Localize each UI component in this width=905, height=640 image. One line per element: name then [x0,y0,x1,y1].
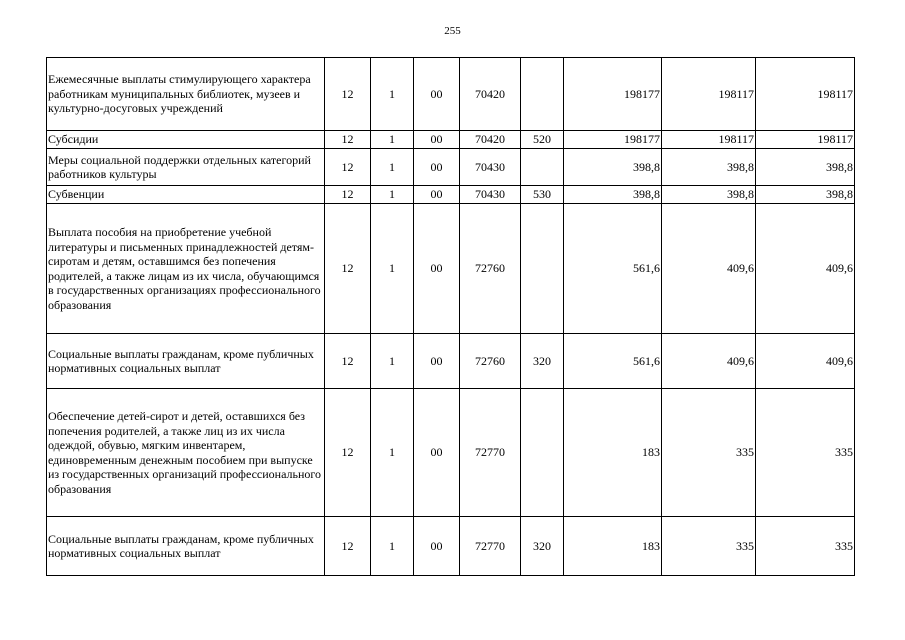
value-2: 398,8 [662,186,756,204]
value-3: 335 [756,389,855,517]
value-1: 183 [564,389,662,517]
value-2: 335 [662,389,756,517]
table-row [47,186,855,204]
value-3: 398,8 [756,186,855,204]
value-3: 198117 [756,131,855,149]
code-section: 12 [325,389,371,517]
code-expense-type: 320 [521,334,564,389]
code-subsection: 1 [371,186,414,204]
code-item: 70430 [460,186,521,204]
value-2: 335 [662,517,756,576]
code-expense-type: 530 [521,186,564,204]
code-subsection: 1 [371,58,414,131]
code-program: 00 [414,186,460,204]
table-row [47,389,855,517]
code-item: 72770 [460,389,521,517]
code-expense-type: 320 [521,517,564,576]
value-2: 198117 [662,131,756,149]
row-name: Субсидии [47,131,325,149]
value-2: 398,8 [662,149,756,186]
code-expense-type [521,204,564,334]
code-expense-type [521,389,564,517]
code-item: 72760 [460,204,521,334]
value-1: 198177 [564,58,662,131]
code-subsection: 1 [371,131,414,149]
row-name: Субвенции [47,186,325,204]
value-1: 561,6 [564,204,662,334]
code-subsection: 1 [371,149,414,186]
table-row [47,131,855,149]
code-program: 00 [414,334,460,389]
budget-table [46,57,855,576]
code-expense-type [521,58,564,131]
code-item: 72760 [460,334,521,389]
code-program: 00 [414,58,460,131]
value-3: 198117 [756,58,855,131]
code-subsection: 1 [371,517,414,576]
row-name: Ежемесячные выплаты стимулирующего характера работникам муниципальных библиотек, музеев и культурно-досуговых учреждений [47,58,325,131]
value-2: 198117 [662,58,756,131]
code-program: 00 [414,204,460,334]
row-name: Социальные выплаты гражданам, кроме публичных нормативных социальных выплат [47,334,325,389]
code-item: 70420 [460,131,521,149]
code-section: 12 [325,186,371,204]
code-item: 72770 [460,517,521,576]
value-2: 409,6 [662,204,756,334]
code-section: 12 [325,58,371,131]
row-name: Выплата пособия на приобретение учебной литературы и письменных принадлежностей детям-сиротам и детям, оставшимся без попечения родителей, а также лицам из их числа, обучающимся в государственных организациях профессионального образования [47,204,325,334]
code-section: 12 [325,204,371,334]
code-item: 70430 [460,149,521,186]
value-1: 561,6 [564,334,662,389]
value-1: 398,8 [564,149,662,186]
value-2: 409,6 [662,334,756,389]
code-section: 12 [325,334,371,389]
value-1: 183 [564,517,662,576]
value-1: 198177 [564,131,662,149]
code-subsection: 1 [371,389,414,517]
row-name: Обеспечение детей-сирот и детей, оставшихся без попечения родителей, а также лиц из их числа одеждой, обувью, мягким инвентарем, единовременным денежным пособием при выпуске из государственных организаций профессионального образования [47,389,325,517]
code-program: 00 [414,149,460,186]
table-row [47,334,855,389]
table-row [47,517,855,576]
table-row [47,58,855,131]
code-subsection: 1 [371,334,414,389]
table-row [47,149,855,186]
table-row [47,204,855,334]
page-number: 255 [444,25,461,37]
value-3: 398,8 [756,149,855,186]
code-item: 70420 [460,58,521,131]
row-name: Социальные выплаты гражданам, кроме публичных нормативных социальных выплат [47,517,325,576]
value-3: 409,6 [756,204,855,334]
code-program: 00 [414,131,460,149]
code-program: 00 [414,389,460,517]
code-expense-type [521,149,564,186]
value-3: 335 [756,517,855,576]
code-subsection: 1 [371,204,414,334]
code-program: 00 [414,517,460,576]
code-section: 12 [325,149,371,186]
code-expense-type: 520 [521,131,564,149]
code-section: 12 [325,517,371,576]
row-name: Меры социальной поддержки отдельных категорий работников культуры [47,149,325,186]
code-section: 12 [325,131,371,149]
value-1: 398,8 [564,186,662,204]
value-3: 409,6 [756,334,855,389]
